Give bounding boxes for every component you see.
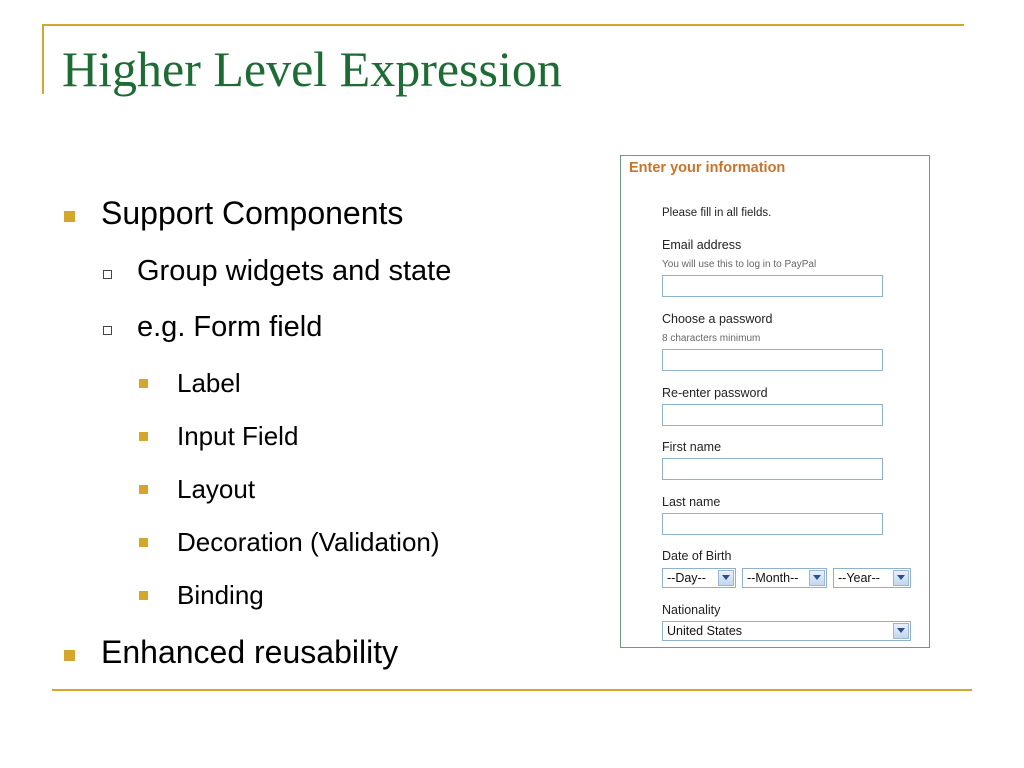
- bullet-group-widgets: Group widgets and state: [137, 255, 452, 287]
- slide-bottom-rule: [52, 689, 972, 691]
- dob-day-value: --Day--: [667, 571, 706, 585]
- first-name-label: First name: [662, 440, 722, 454]
- bullet-square-icon: [139, 379, 148, 388]
- bullet-square-icon: [139, 432, 148, 441]
- bullet-square-icon: [64, 650, 75, 661]
- chevron-down-icon[interactable]: [809, 570, 825, 586]
- nationality-value: United States: [667, 624, 743, 638]
- reenter-password-field[interactable]: [662, 404, 883, 426]
- bullet-label: Label: [177, 368, 241, 398]
- dob-year-value: --Year--: [838, 571, 880, 585]
- dob-label: Date of Birth: [662, 549, 732, 563]
- chevron-down-icon[interactable]: [893, 570, 909, 586]
- dob-month-value: --Month--: [747, 571, 799, 585]
- bullet-form-field: e.g. Form field: [137, 311, 323, 343]
- bullet-input-field: Input Field: [177, 421, 299, 451]
- chevron-down-icon[interactable]: [893, 623, 909, 639]
- bullet-layout: Layout: [177, 474, 256, 504]
- email-field[interactable]: [662, 275, 883, 297]
- slide-left-rule: [42, 24, 44, 94]
- bullet-square-icon: [139, 591, 148, 600]
- reenter-password-label: Re-enter password: [662, 386, 768, 400]
- registration-form-panel: [620, 155, 930, 648]
- chevron-down-icon[interactable]: [718, 570, 734, 586]
- bullet-hollow-square-icon: [103, 270, 112, 279]
- dob-day-select[interactable]: [662, 568, 736, 588]
- password-field[interactable]: [662, 349, 883, 371]
- slide-title: Higher Level Expression: [62, 41, 562, 97]
- dob-year-select[interactable]: [833, 568, 911, 588]
- email-hint: You will use this to log in to PayPal: [662, 259, 817, 270]
- nationality-select[interactable]: [662, 621, 911, 641]
- slide-top-rule: [42, 24, 964, 26]
- bullet-square-icon: [139, 485, 148, 494]
- bullet-enhanced-reusability: Enhanced reusability: [101, 634, 399, 670]
- bullet-square-icon: [64, 211, 75, 222]
- bullet-decoration: Decoration (Validation): [177, 527, 440, 557]
- dob-month-select[interactable]: [742, 568, 827, 588]
- bullet-support-components: Support Components: [101, 195, 404, 231]
- bullet-square-icon: [139, 538, 148, 547]
- last-name-field[interactable]: [662, 513, 883, 535]
- password-hint: 8 characters minimum: [662, 333, 761, 344]
- bullet-binding: Binding: [177, 580, 264, 610]
- bullet-hollow-square-icon: [103, 326, 112, 335]
- nationality-label: Nationality: [662, 603, 721, 617]
- first-name-field[interactable]: [662, 458, 883, 480]
- password-label: Choose a password: [662, 312, 773, 326]
- form-intro-text: Please fill in all fields.: [662, 207, 772, 219]
- last-name-label: Last name: [662, 495, 721, 509]
- form-header: Enter your information: [629, 160, 786, 176]
- email-label: Email address: [662, 238, 742, 252]
